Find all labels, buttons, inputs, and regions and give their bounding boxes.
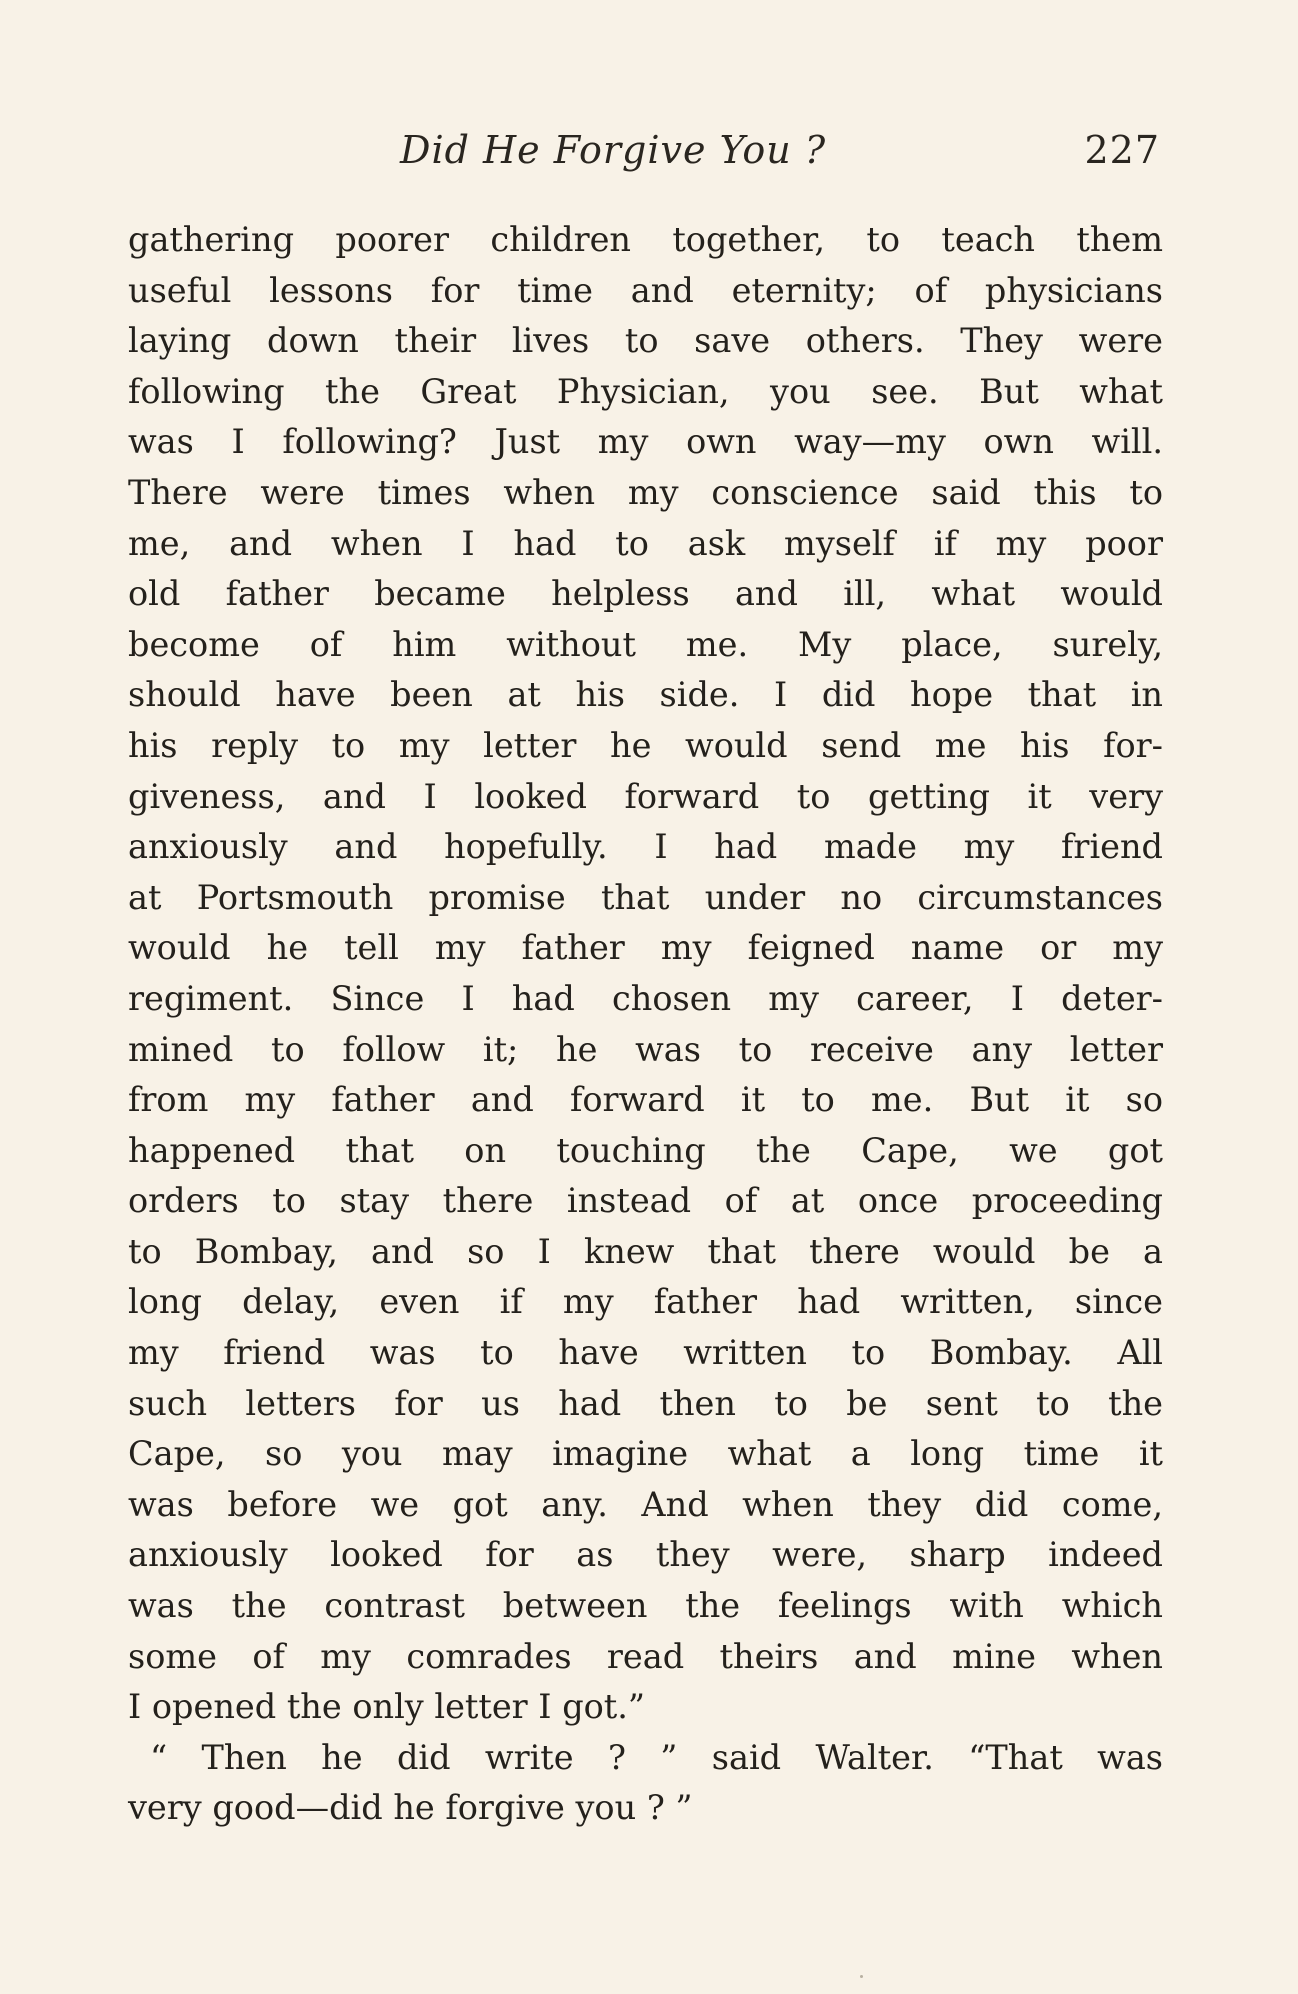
running-title: Did He Forgive You ? bbox=[400, 128, 827, 172]
text-line: orders to stay there instead of at once proceeding bbox=[128, 1181, 1163, 1221]
text-line: would he tell my father my feigned name or my bbox=[128, 928, 1163, 968]
text-line: useful lessons for time and eternity; of physicians bbox=[128, 270, 1163, 310]
text-line: such letters for us had then to be sent to the bbox=[128, 1383, 1163, 1423]
text-line: There were times when my conscience said this to bbox=[128, 472, 1163, 512]
text-line: mined to follow it; he was to receive any letter bbox=[128, 1029, 1163, 1069]
text-line: me, and when I had to ask myself if my poor bbox=[128, 523, 1163, 563]
text-line: was I following? Just my own way—my own will. bbox=[128, 422, 1163, 462]
page-number: 227 bbox=[1084, 128, 1160, 172]
text-line: gathering poorer children together, to teach them bbox=[128, 220, 1163, 259]
text-line: was the contrast between the feelings with which bbox=[128, 1586, 1163, 1626]
text-line: regiment. Since I had chosen my career, I deter- bbox=[128, 978, 1163, 1018]
body-text bbox=[128, 215, 1163, 1834]
page-header bbox=[130, 128, 1160, 188]
text-line: at Portsmouth promise that under no circumstances bbox=[128, 877, 1163, 917]
text-line: “ Then he did write ? ” said Walter. “That was bbox=[150, 1737, 1163, 1777]
text-line: his reply to my letter he would send me his for- bbox=[128, 725, 1163, 765]
text-line: become of him without me. My place, surely, bbox=[128, 624, 1163, 664]
text-line: old father became helpless and ill, what would bbox=[128, 574, 1163, 614]
text-line: following the Great Physician, you see. But what bbox=[128, 371, 1163, 411]
text-line: should have been at his side. I did hope that in bbox=[128, 675, 1163, 715]
text-line: happened that on touching the Cape, we got bbox=[128, 1130, 1163, 1170]
text-line: Cape, so you may imagine what a long time it bbox=[128, 1434, 1163, 1474]
text-line: some of my comrades read theirs and mine when bbox=[128, 1636, 1163, 1676]
text-line: I opened the only letter I got.” bbox=[128, 1687, 646, 1727]
text-line: my friend was to have written to Bombay. All bbox=[128, 1333, 1163, 1373]
text-line: laying down their lives to save others. They were bbox=[128, 321, 1163, 361]
text-line: long delay, even if my father had written, since bbox=[128, 1282, 1163, 1322]
text-line: anxiously and hopefully. I had made my friend bbox=[128, 827, 1163, 867]
text-line: anxiously looked for as they were, sharp indeed bbox=[128, 1535, 1163, 1575]
text-line: from my father and forward it to me. But it so bbox=[128, 1080, 1163, 1120]
text-line: was before we got any. And when they did come, bbox=[128, 1484, 1163, 1524]
text-line: to Bombay, and so I knew that there would be a bbox=[128, 1231, 1163, 1271]
text-line: very good—did he forgive you ? ” bbox=[128, 1788, 693, 1828]
text-line: giveness, and I looked forward to getting it very bbox=[128, 776, 1163, 816]
paper-speck bbox=[860, 1975, 863, 1978]
